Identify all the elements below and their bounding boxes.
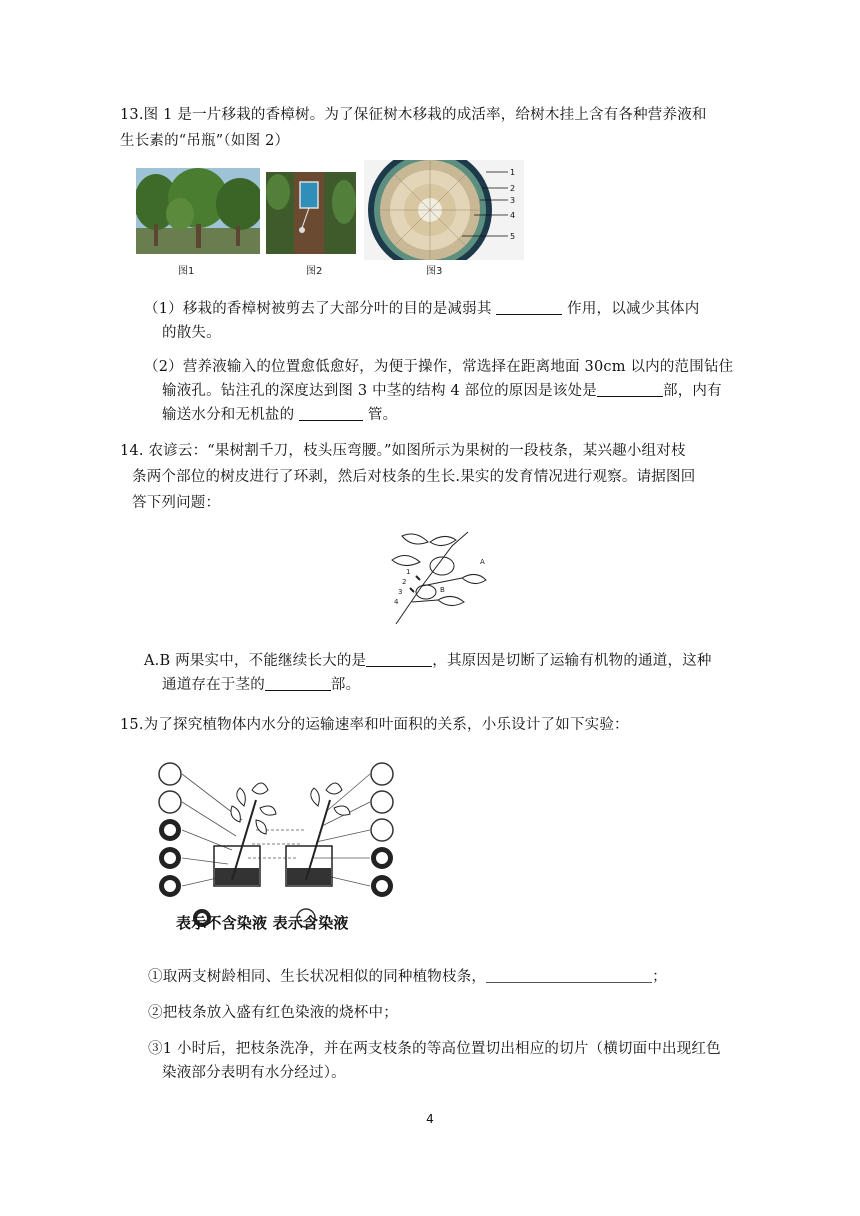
figure-dye-experiment — [156, 760, 406, 936]
figure-fruit-branch — [382, 528, 492, 628]
q14-blank-fruit[interactable] — [366, 650, 432, 667]
figure3-stem-cross-section — [364, 160, 524, 260]
fig3-label-3: 3 — [510, 196, 516, 205]
fig3-label-2: 2 — [510, 184, 516, 193]
branch-label-a: A — [480, 558, 485, 566]
figure1-caption: 图1 — [178, 266, 195, 277]
figure1-trees-photo — [136, 168, 260, 254]
q15-blank-step1[interactable] — [486, 966, 652, 983]
q13-blank-vessel[interactable] — [299, 404, 363, 421]
figure3-caption: 图3 — [426, 266, 443, 277]
q15-figure-legend: 表示不含染液 表示含染液 — [176, 914, 349, 932]
branch-label-4: 4 — [394, 598, 399, 606]
q15-step1 — [148, 966, 667, 988]
q13-part2-text-d: 输送水分和无机盐的 — [162, 407, 300, 423]
q14-answer-text-b: ，其原因是切断了运输有机物的通道，这种 — [432, 653, 712, 669]
q14-answer-line1 — [144, 650, 712, 672]
q13-part2-text-c: 部，内有 — [663, 383, 722, 399]
page-number: 4 — [426, 1112, 434, 1126]
figure2-caption: 图2 — [306, 266, 323, 277]
q14-answer-line2 — [162, 674, 360, 696]
q14-line1: 14. 农谚云：“果树割千刀，枝头压弯腰。”如图所示为果树的一段枝条，某兴趣小组对枝 — [120, 443, 686, 459]
branch-label-b: B — [440, 586, 445, 594]
q14-answer-text-a: A.B 两果实中，不能继续长大的是 — [144, 653, 367, 669]
q13-part1-line2: 的散失。 — [162, 325, 221, 341]
q13-part2-line1: （2）营养液输入的位置愈低愈好，为便于操作，常选择在距离地面 30cm 以内的范围钻住 — [144, 359, 734, 375]
figure2-drip-bottle-photo — [266, 172, 356, 254]
q13-blank-part[interactable] — [597, 380, 663, 397]
q13-part2-text-b: 输液孔。钻注孔的深度达到图 3 中茎的结构 4 部位的原因是该处是 — [162, 383, 597, 399]
q15-step3-line1: ③1 小时后，把枝条洗净，并在两支枝条的等高位置切出相应的切片（横切面中出现红色 — [148, 1041, 721, 1057]
q14-answer-text-c: 通道存在于茎的 — [162, 677, 265, 693]
fig3-label-1: 1 — [510, 168, 516, 177]
fig3-label-5: 5 — [510, 232, 516, 241]
q13-line2: 生长素的“吊瓶”（如图 2） — [120, 133, 290, 149]
q15-step2: ②把枝条放入盛有红色染液的烧杯中； — [148, 1005, 398, 1021]
fig3-label-4: 4 — [510, 211, 516, 220]
q13-line1: 13.图 1 是一片移栽的香樟树。为了保征树木移栽的成活率，给树木挂上含有各种营养液和 — [120, 107, 707, 123]
q13-part2-text-e: 管。 — [363, 407, 398, 423]
branch-label-3: 3 — [398, 588, 403, 596]
q15-step1-end: ； — [652, 969, 667, 985]
q13-blank-function[interactable] — [496, 298, 562, 315]
q15-line1: 15.为了探究植物体内水分的运输速率和叶面积的关系，小乐设计了如下实验： — [120, 717, 629, 733]
q14-answer-text-d: 部。 — [330, 677, 361, 693]
q14-line2: 条两个部位的树皮进行了环剥，然后对枝条的生长.果实的发育情况进行观察。请据图回 — [132, 469, 696, 485]
q15-step3-line2: 染液部分表明有水分经过）。 — [162, 1065, 346, 1081]
q15-step1-text: ①取两支树龄相同、生长状况相似的同种植物枝条， — [148, 969, 487, 985]
q13-part1-text-b: 作用，以减少其体内 — [562, 301, 700, 317]
q14-line3: 答下列问题： — [132, 495, 221, 511]
q13-part2-line2 — [162, 380, 722, 402]
q13-part2-line3 — [162, 404, 397, 426]
q13-part1-text-a: （1）移栽的香樟树被剪去了大部分叶的目的是减弱其 — [144, 301, 497, 317]
q14-blank-stem-part[interactable] — [265, 674, 331, 691]
branch-label-1: 1 — [406, 568, 411, 576]
branch-label-2: 2 — [402, 578, 407, 586]
q13-part1-line1 — [144, 298, 699, 320]
